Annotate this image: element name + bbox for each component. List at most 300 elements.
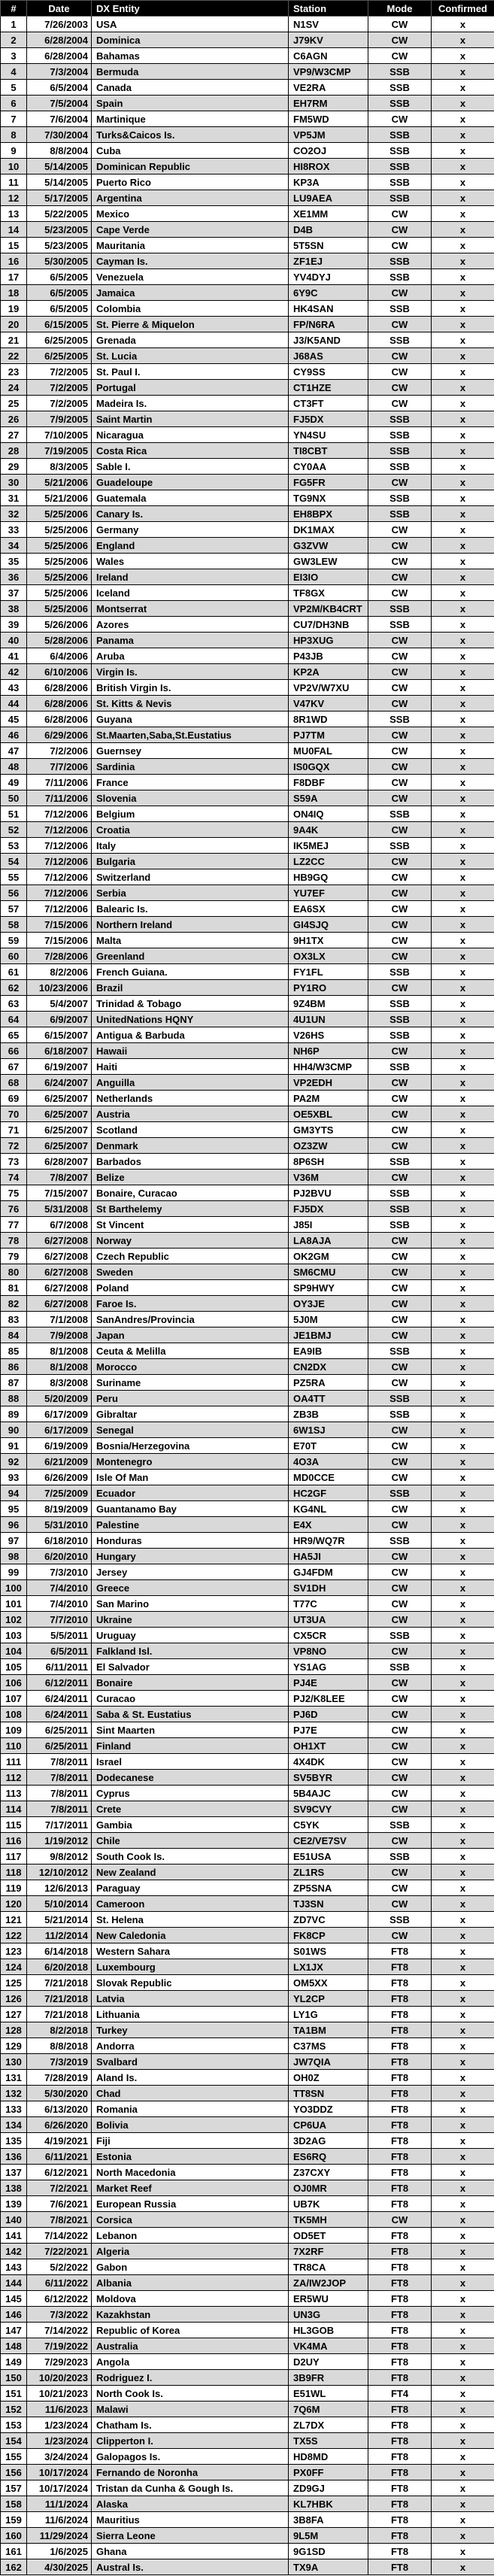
cell-mode: CW bbox=[368, 396, 432, 411]
cell-date: 6/18/2007 bbox=[27, 1043, 92, 1059]
cell-mode: CW bbox=[368, 1501, 432, 1517]
cell-number: 143 bbox=[1, 2259, 27, 2275]
cell-dx-entity: Belgium bbox=[92, 806, 289, 822]
table-row bbox=[1, 727, 494, 743]
cell-confirmed: x bbox=[432, 1880, 494, 1896]
cell-confirmed: x bbox=[432, 2449, 494, 2465]
cell-confirmed: x bbox=[432, 1375, 494, 1391]
cell-mode: FT8 bbox=[368, 2338, 432, 2354]
cell-dx-entity: Bermuda bbox=[92, 64, 289, 80]
table-row bbox=[1, 1185, 494, 1201]
cell-confirmed: x bbox=[432, 2244, 494, 2259]
cell-mode: CW bbox=[368, 1106, 432, 1122]
cell-station: PX0FF bbox=[289, 2465, 368, 2480]
cell-mode: CW bbox=[368, 585, 432, 601]
cell-date: 6/9/2007 bbox=[27, 1012, 92, 1027]
cell-station: FM5WD bbox=[289, 111, 368, 127]
table-row bbox=[1, 2512, 494, 2528]
cell-number: 15 bbox=[1, 238, 27, 253]
cell-date: 5/2/2022 bbox=[27, 2259, 92, 2275]
cell-number: 58 bbox=[1, 917, 27, 933]
cell-number: 30 bbox=[1, 475, 27, 490]
cell-number: 7 bbox=[1, 111, 27, 127]
cell-number: 138 bbox=[1, 2180, 27, 2196]
cell-mode: FT4 bbox=[368, 2386, 432, 2402]
cell-date: 5/14/2005 bbox=[27, 174, 92, 190]
cell-mode: SSB bbox=[368, 1217, 432, 1233]
cell-dx-entity: Guyana bbox=[92, 712, 289, 727]
cell-number: 144 bbox=[1, 2275, 27, 2291]
cell-number: 91 bbox=[1, 1438, 27, 1454]
cell-date: 5/25/2006 bbox=[27, 554, 92, 569]
cell-confirmed: x bbox=[432, 2417, 494, 2433]
cell-number: 14 bbox=[1, 222, 27, 238]
cell-station: TX5S bbox=[289, 2433, 368, 2449]
cell-dx-entity: Dodecanese bbox=[92, 1770, 289, 1786]
table-row bbox=[1, 554, 494, 569]
cell-confirmed: x bbox=[432, 475, 494, 490]
cell-mode: CW bbox=[368, 1754, 432, 1770]
cell-confirmed: x bbox=[432, 617, 494, 633]
cell-dx-entity: Gambia bbox=[92, 1817, 289, 1833]
cell-confirmed: x bbox=[432, 1864, 494, 1880]
cell-number: 69 bbox=[1, 1091, 27, 1106]
cell-date: 3/24/2024 bbox=[27, 2449, 92, 2465]
col-header-dx-entity: DX Entity bbox=[92, 1, 289, 17]
cell-date: 7/1/2008 bbox=[27, 1312, 92, 1327]
cell-station: ZA/IW2JOP bbox=[289, 2275, 368, 2291]
table-row bbox=[1, 696, 494, 712]
cell-station: 5J0M bbox=[289, 1312, 368, 1327]
table-row bbox=[1, 348, 494, 364]
cell-station: ZD9GJ bbox=[289, 2480, 368, 2496]
cell-date: 6/20/2010 bbox=[27, 1549, 92, 1564]
cell-confirmed: x bbox=[432, 1201, 494, 1217]
cell-dx-entity: Albania bbox=[92, 2275, 289, 2291]
table-row bbox=[1, 1012, 494, 1027]
cell-confirmed: x bbox=[432, 348, 494, 364]
cell-confirmed: x bbox=[432, 901, 494, 917]
table-row bbox=[1, 1343, 494, 1359]
cell-dx-entity: UnitedNations HQNY bbox=[92, 1012, 289, 1027]
table-row bbox=[1, 1722, 494, 1738]
cell-date: 6/19/2007 bbox=[27, 1059, 92, 1075]
cell-confirmed: x bbox=[432, 2559, 494, 2575]
table-row bbox=[1, 806, 494, 822]
table-row bbox=[1, 317, 494, 332]
cell-number: 105 bbox=[1, 1659, 27, 1675]
cell-number: 155 bbox=[1, 2449, 27, 2465]
cell-number: 130 bbox=[1, 2054, 27, 2070]
cell-station: 8P6SH bbox=[289, 1154, 368, 1170]
cell-dx-entity: Cameroon bbox=[92, 1896, 289, 1912]
cell-number: 89 bbox=[1, 1406, 27, 1422]
cell-station: IK5MEJ bbox=[289, 838, 368, 854]
cell-date: 8/8/2004 bbox=[27, 143, 92, 159]
cell-dx-entity: Mauritania bbox=[92, 238, 289, 253]
table-row bbox=[1, 459, 494, 475]
cell-dx-entity: El Salvador bbox=[92, 1659, 289, 1675]
table-row bbox=[1, 32, 494, 48]
cell-mode: FT8 bbox=[368, 2180, 432, 2196]
cell-station: VP9/W3CMP bbox=[289, 64, 368, 80]
table-row bbox=[1, 1217, 494, 1233]
cell-date: 6/25/2007 bbox=[27, 1122, 92, 1138]
table-row bbox=[1, 1580, 494, 1596]
cell-number: 140 bbox=[1, 2212, 27, 2228]
cell-confirmed: x bbox=[432, 2133, 494, 2149]
cell-number: 27 bbox=[1, 427, 27, 443]
cell-station: S01WS bbox=[289, 1943, 368, 1959]
cell-date: 6/19/2009 bbox=[27, 1438, 92, 1454]
cell-station: KL7HBK bbox=[289, 2496, 368, 2512]
cell-station: DK1MAX bbox=[289, 522, 368, 538]
table-row bbox=[1, 680, 494, 696]
cell-confirmed: x bbox=[432, 1896, 494, 1912]
table-row bbox=[1, 380, 494, 396]
cell-confirmed: x bbox=[432, 2086, 494, 2101]
cell-confirmed: x bbox=[432, 2259, 494, 2275]
cell-confirmed: x bbox=[432, 569, 494, 585]
cell-dx-entity: Curacao bbox=[92, 1691, 289, 1707]
cell-mode: CW bbox=[368, 48, 432, 64]
cell-number: 134 bbox=[1, 2117, 27, 2133]
table-row bbox=[1, 1406, 494, 1422]
cell-mode: SSB bbox=[368, 143, 432, 159]
cell-mode: FT8 bbox=[368, 2528, 432, 2544]
cell-station: OD5ET bbox=[289, 2228, 368, 2244]
cell-confirmed: x bbox=[432, 253, 494, 269]
table-row bbox=[1, 1170, 494, 1185]
cell-number: 137 bbox=[1, 2165, 27, 2180]
cell-date: 7/21/2018 bbox=[27, 1975, 92, 1991]
cell-dx-entity: Angola bbox=[92, 2354, 289, 2370]
table-row bbox=[1, 285, 494, 301]
cell-dx-entity: Mexico bbox=[92, 206, 289, 222]
cell-station: OA4TT bbox=[289, 1391, 368, 1406]
table-row bbox=[1, 1043, 494, 1059]
cell-station: VP5JM bbox=[289, 127, 368, 143]
cell-station: D2UY bbox=[289, 2354, 368, 2370]
cell-number: 141 bbox=[1, 2228, 27, 2244]
cell-station: GJ4FDM bbox=[289, 1564, 368, 1580]
table-row bbox=[1, 712, 494, 727]
cell-mode: CW bbox=[368, 1470, 432, 1485]
cell-date: 7/3/2019 bbox=[27, 2054, 92, 2070]
cell-station: KP2A bbox=[289, 664, 368, 680]
cell-number: 161 bbox=[1, 2544, 27, 2559]
cell-number: 1 bbox=[1, 17, 27, 32]
cell-mode: CW bbox=[368, 1233, 432, 1249]
cell-mode: FT8 bbox=[368, 2402, 432, 2417]
cell-confirmed: x bbox=[432, 2433, 494, 2449]
table-row bbox=[1, 2022, 494, 2038]
cell-mode: CW bbox=[368, 727, 432, 743]
cell-mode: CW bbox=[368, 1549, 432, 1564]
cell-confirmed: x bbox=[432, 396, 494, 411]
cell-dx-entity: Tristan da Cunha & Gough Is. bbox=[92, 2480, 289, 2496]
cell-mode: SSB bbox=[368, 996, 432, 1012]
cell-station: VP8NO bbox=[289, 1643, 368, 1659]
cell-station: C37MS bbox=[289, 2038, 368, 2054]
cell-date: 6/27/2008 bbox=[27, 1280, 92, 1296]
cell-dx-entity: Grenada bbox=[92, 332, 289, 348]
cell-station: ZF1EJ bbox=[289, 253, 368, 269]
cell-date: 7/19/2022 bbox=[27, 2338, 92, 2354]
cell-station: 4U1UN bbox=[289, 1012, 368, 1027]
cell-station: C5YK bbox=[289, 1817, 368, 1833]
cell-number: 145 bbox=[1, 2291, 27, 2307]
cell-confirmed: x bbox=[432, 1217, 494, 1233]
cell-number: 19 bbox=[1, 301, 27, 317]
cell-date: 7/30/2004 bbox=[27, 127, 92, 143]
table-row bbox=[1, 1327, 494, 1343]
cell-mode: FT8 bbox=[368, 2449, 432, 2465]
cell-confirmed: x bbox=[432, 1675, 494, 1691]
table-body bbox=[1, 17, 494, 2575]
cell-number: 81 bbox=[1, 1280, 27, 1296]
col-header-number: # bbox=[1, 1, 27, 17]
cell-dx-entity: Poland bbox=[92, 1280, 289, 1296]
cell-mode: SSB bbox=[368, 838, 432, 854]
cell-mode: SSB bbox=[368, 443, 432, 459]
cell-date: 7/6/2021 bbox=[27, 2196, 92, 2212]
cell-mode: SSB bbox=[368, 127, 432, 143]
cell-mode: CW bbox=[368, 917, 432, 933]
cell-confirmed: x bbox=[432, 427, 494, 443]
cell-mode: CW bbox=[368, 1138, 432, 1154]
table-row bbox=[1, 96, 494, 111]
table-row bbox=[1, 1770, 494, 1786]
cell-mode: CW bbox=[368, 348, 432, 364]
cell-confirmed: x bbox=[432, 96, 494, 111]
cell-number: 50 bbox=[1, 790, 27, 806]
table-row bbox=[1, 396, 494, 411]
cell-station: OY3JE bbox=[289, 1296, 368, 1312]
cell-dx-entity: Crete bbox=[92, 1801, 289, 1817]
cell-date: 7/7/2010 bbox=[27, 1612, 92, 1628]
cell-station: 4O3A bbox=[289, 1454, 368, 1470]
cell-confirmed: x bbox=[432, 1027, 494, 1043]
cell-dx-entity: Uruguay bbox=[92, 1628, 289, 1643]
cell-mode: SSB bbox=[368, 301, 432, 317]
table-row bbox=[1, 364, 494, 380]
cell-number: 126 bbox=[1, 1991, 27, 2007]
cell-dx-entity: European Russia bbox=[92, 2196, 289, 2212]
cell-mode: CW bbox=[368, 948, 432, 964]
col-header-date: Date bbox=[27, 1, 92, 17]
cell-date: 7/28/2019 bbox=[27, 2070, 92, 2086]
table-row bbox=[1, 206, 494, 222]
cell-dx-entity: Peru bbox=[92, 1391, 289, 1406]
cell-confirmed: x bbox=[432, 806, 494, 822]
cell-mode: CW bbox=[368, 1596, 432, 1612]
cell-station: XE1MM bbox=[289, 206, 368, 222]
cell-dx-entity: Algeria bbox=[92, 2244, 289, 2259]
cell-confirmed: x bbox=[432, 1628, 494, 1643]
cell-date: 7/8/2011 bbox=[27, 1801, 92, 1817]
cell-confirmed: x bbox=[432, 1233, 494, 1249]
cell-mode: SSB bbox=[368, 174, 432, 190]
cell-dx-entity: St Barthelemy bbox=[92, 1201, 289, 1217]
cell-station: TT8SN bbox=[289, 2086, 368, 2101]
cell-dx-entity: Argentina bbox=[92, 190, 289, 206]
cell-date: 10/20/2023 bbox=[27, 2370, 92, 2386]
cell-mode: FT8 bbox=[368, 1959, 432, 1975]
table-row bbox=[1, 1501, 494, 1517]
cell-number: 136 bbox=[1, 2149, 27, 2165]
cell-station: GM3YTS bbox=[289, 1122, 368, 1138]
cell-number: 85 bbox=[1, 1343, 27, 1359]
cell-confirmed: x bbox=[432, 1075, 494, 1091]
cell-mode: CW bbox=[368, 1770, 432, 1786]
table-row bbox=[1, 1596, 494, 1612]
cell-station: CP6UA bbox=[289, 2117, 368, 2133]
cell-date: 4/30/2025 bbox=[27, 2559, 92, 2575]
cell-confirmed: x bbox=[432, 933, 494, 948]
table-row bbox=[1, 1027, 494, 1043]
cell-dx-entity: Estonia bbox=[92, 2149, 289, 2165]
cell-station: MU0FAL bbox=[289, 743, 368, 759]
cell-dx-entity: Northern Ireland bbox=[92, 917, 289, 933]
table-row bbox=[1, 1280, 494, 1296]
table-row bbox=[1, 1896, 494, 1912]
cell-station: HB9GQ bbox=[289, 869, 368, 885]
table-row bbox=[1, 2449, 494, 2465]
cell-dx-entity: Western Sahara bbox=[92, 1943, 289, 1959]
cell-mode: CW bbox=[368, 1786, 432, 1801]
table-row bbox=[1, 1707, 494, 1722]
cell-confirmed: x bbox=[432, 1849, 494, 1864]
cell-station: PJ2/K8LEE bbox=[289, 1691, 368, 1707]
cell-station: ZL1RS bbox=[289, 1864, 368, 1880]
cell-date: 7/8/2021 bbox=[27, 2212, 92, 2228]
cell-dx-entity: North Cook Is. bbox=[92, 2386, 289, 2402]
cell-mode: CW bbox=[368, 317, 432, 332]
cell-number: 108 bbox=[1, 1707, 27, 1722]
table-row bbox=[1, 1786, 494, 1801]
cell-date: 6/17/2009 bbox=[27, 1422, 92, 1438]
table-row bbox=[1, 1312, 494, 1327]
cell-number: 159 bbox=[1, 2512, 27, 2528]
cell-confirmed: x bbox=[432, 1501, 494, 1517]
cell-date: 5/30/2005 bbox=[27, 253, 92, 269]
cell-station: HH4/W3CMP bbox=[289, 1059, 368, 1075]
cell-station: 5B4AJC bbox=[289, 1786, 368, 1801]
cell-confirmed: x bbox=[432, 1012, 494, 1027]
cell-mode: SSB bbox=[368, 253, 432, 269]
cell-station: E4X bbox=[289, 1517, 368, 1533]
cell-mode: FT8 bbox=[368, 2038, 432, 2054]
cell-number: 133 bbox=[1, 2101, 27, 2117]
cell-dx-entity: Austria bbox=[92, 1106, 289, 1122]
cell-mode: FT8 bbox=[368, 2022, 432, 2038]
cell-mode: CW bbox=[368, 1280, 432, 1296]
cell-mode: SSB bbox=[368, 411, 432, 427]
cell-station: PY1RO bbox=[289, 980, 368, 996]
cell-mode: CW bbox=[368, 1327, 432, 1343]
cell-number: 73 bbox=[1, 1154, 27, 1170]
cell-confirmed: x bbox=[432, 554, 494, 569]
cell-dx-entity: Australia bbox=[92, 2338, 289, 2354]
cell-station: UT3UA bbox=[289, 1612, 368, 1628]
table-row bbox=[1, 854, 494, 869]
cell-mode: FT8 bbox=[368, 2559, 432, 2575]
cell-dx-entity: Bolivia bbox=[92, 2117, 289, 2133]
table-row bbox=[1, 1154, 494, 1170]
cell-confirmed: x bbox=[432, 2496, 494, 2512]
cell-station: GW3LEW bbox=[289, 554, 368, 569]
cell-dx-entity: Honduras bbox=[92, 1533, 289, 1549]
cell-number: 102 bbox=[1, 1612, 27, 1628]
cell-date: 6/21/2009 bbox=[27, 1454, 92, 1470]
cell-station: VP2V/W7XU bbox=[289, 680, 368, 696]
cell-date: 6/25/2007 bbox=[27, 1106, 92, 1122]
cell-date: 6/25/2005 bbox=[27, 348, 92, 364]
cell-confirmed: x bbox=[432, 1643, 494, 1659]
cell-number: 45 bbox=[1, 712, 27, 727]
table-row bbox=[1, 790, 494, 806]
cell-confirmed: x bbox=[432, 48, 494, 64]
table-row bbox=[1, 996, 494, 1012]
cell-date: 7/25/2009 bbox=[27, 1485, 92, 1501]
cell-dx-entity: St. Paul I. bbox=[92, 364, 289, 380]
cell-number: 36 bbox=[1, 569, 27, 585]
cell-mode: CW bbox=[368, 1043, 432, 1059]
cell-date: 6/11/2021 bbox=[27, 2149, 92, 2165]
cell-date: 6/27/2008 bbox=[27, 1296, 92, 1312]
cell-mode: CW bbox=[368, 869, 432, 885]
cell-station: OX3LX bbox=[289, 948, 368, 964]
cell-date: 7/12/2006 bbox=[27, 901, 92, 917]
cell-date: 6/5/2005 bbox=[27, 269, 92, 285]
cell-station: HA5JI bbox=[289, 1549, 368, 1564]
cell-confirmed: x bbox=[432, 1422, 494, 1438]
cell-confirmed: x bbox=[432, 1596, 494, 1612]
cell-date: 7/29/2023 bbox=[27, 2354, 92, 2370]
cell-dx-entity: Bulgaria bbox=[92, 854, 289, 869]
table-row bbox=[1, 269, 494, 285]
cell-station: UB7K bbox=[289, 2196, 368, 2212]
cell-date: 6/24/2007 bbox=[27, 1075, 92, 1091]
cell-number: 132 bbox=[1, 2086, 27, 2101]
cell-date: 7/8/2007 bbox=[27, 1170, 92, 1185]
cell-date: 7/2/2005 bbox=[27, 396, 92, 411]
cell-confirmed: x bbox=[432, 1138, 494, 1154]
cell-number: 49 bbox=[1, 775, 27, 790]
cell-number: 158 bbox=[1, 2496, 27, 2512]
cell-number: 92 bbox=[1, 1454, 27, 1470]
cell-number: 3 bbox=[1, 48, 27, 64]
cell-number: 56 bbox=[1, 885, 27, 901]
cell-date: 5/25/2006 bbox=[27, 522, 92, 538]
cell-confirmed: x bbox=[432, 1454, 494, 1470]
cell-number: 62 bbox=[1, 980, 27, 996]
table-row bbox=[1, 2228, 494, 2244]
cell-number: 147 bbox=[1, 2323, 27, 2338]
cell-date: 6/5/2011 bbox=[27, 1643, 92, 1659]
cell-station: ER5WU bbox=[289, 2291, 368, 2307]
cell-dx-entity: Senegal bbox=[92, 1422, 289, 1438]
cell-date: 7/26/2003 bbox=[27, 17, 92, 32]
cell-dx-entity: England bbox=[92, 538, 289, 554]
cell-number: 37 bbox=[1, 585, 27, 601]
cell-confirmed: x bbox=[432, 2007, 494, 2022]
cell-date: 7/2/2005 bbox=[27, 380, 92, 396]
cell-confirmed: x bbox=[432, 1106, 494, 1122]
table-row bbox=[1, 2101, 494, 2117]
table-row bbox=[1, 2133, 494, 2149]
